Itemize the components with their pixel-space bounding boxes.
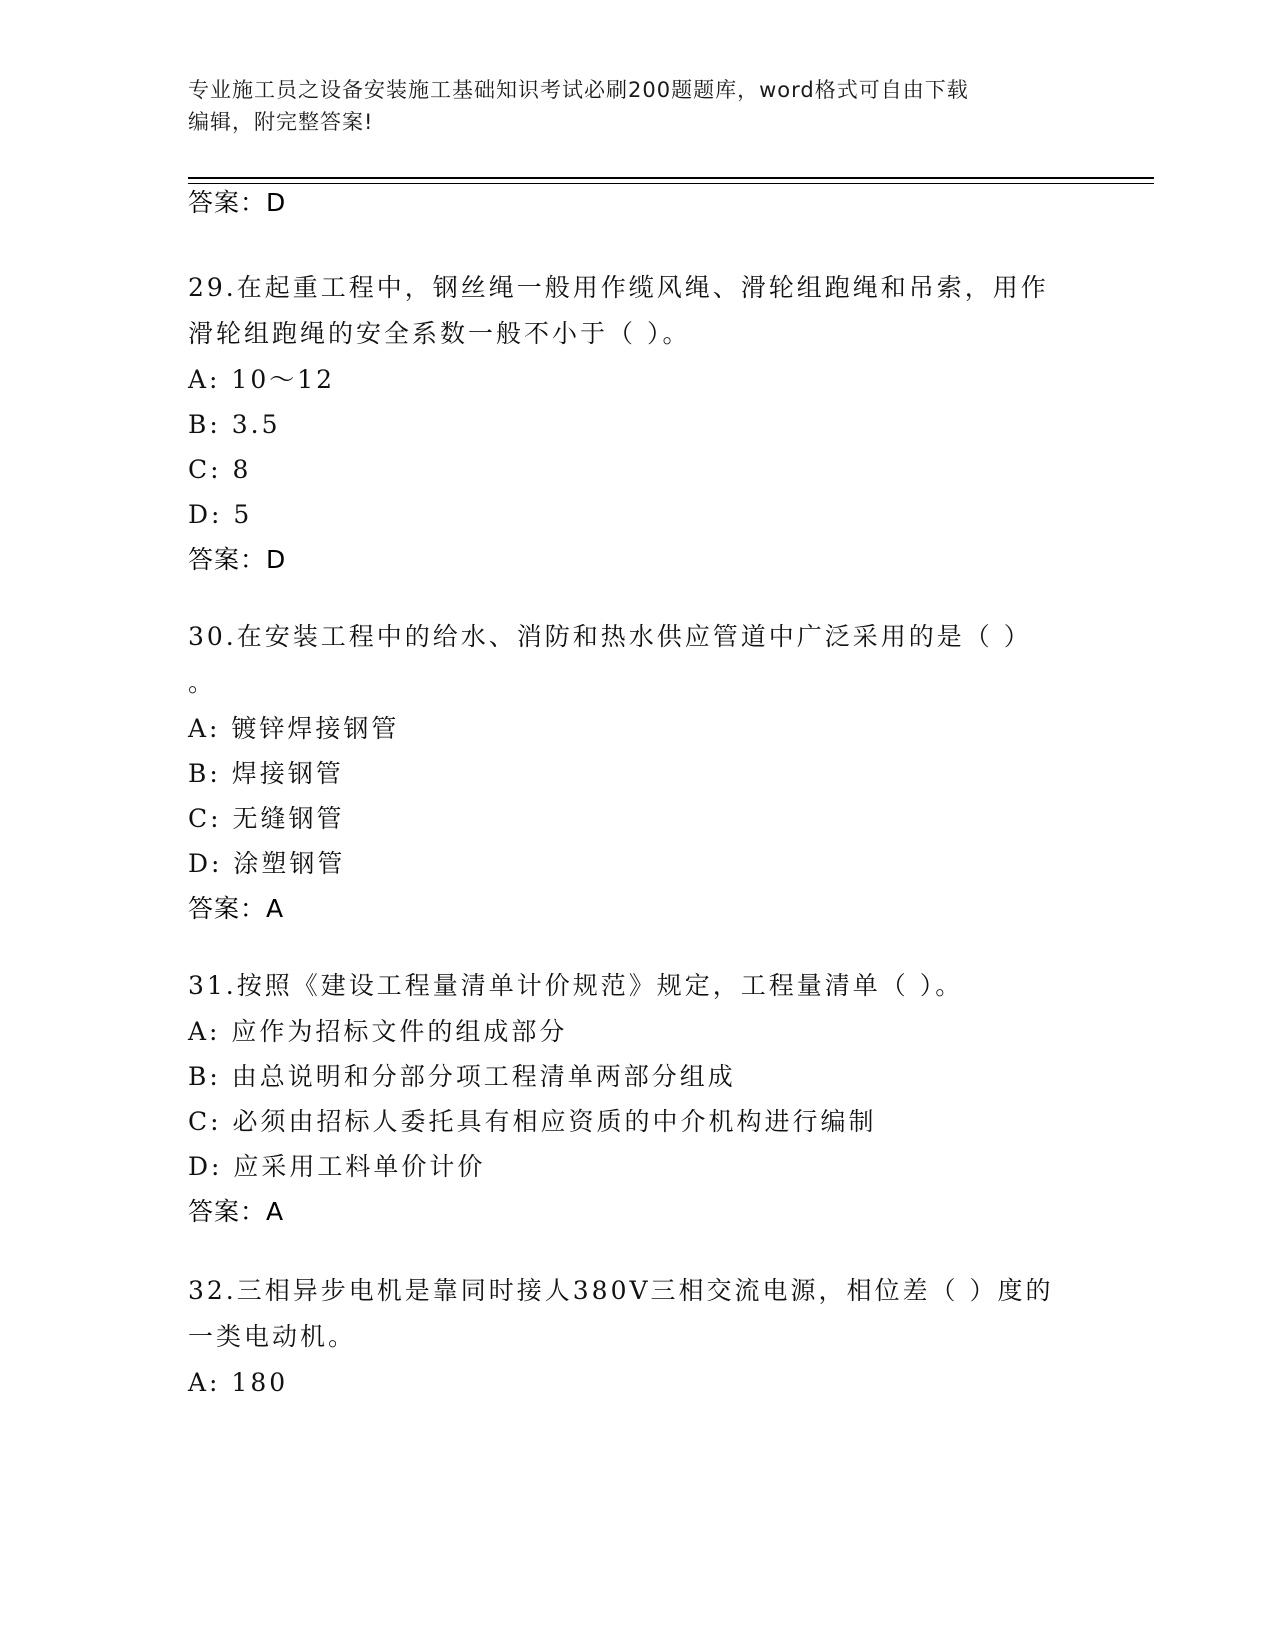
document-header xyxy=(188,74,1088,138)
question-29-answer: 答案：D xyxy=(188,545,287,574)
question-31-option-c: C: 必须由招标人委托具有相应资质的中介机构进行编制 xyxy=(188,1107,877,1136)
question-29-stem-line-2: 滑轮组跑绳的安全系数一般不小于（ ）。 xyxy=(188,319,691,348)
question-30-stem-line-1: 30.在安装工程中的给水、消防和热水供应管道中广泛采用的是（ ） xyxy=(188,622,1032,651)
question-30-option-c: C: 无缝钢管 xyxy=(188,804,345,833)
question-29-option-c: C: 8 xyxy=(188,455,252,484)
question-30-stem-line-2: 。 xyxy=(188,668,217,697)
question-31-option-b: B: 由总说明和分部分项工程清单两部分组成 xyxy=(188,1062,736,1091)
answer-28: 答案：D xyxy=(188,188,287,217)
question-29-option-b: B: 3.5 xyxy=(188,410,281,439)
question-30 xyxy=(188,614,1088,932)
question-29 xyxy=(188,265,1088,583)
header-rule-thick xyxy=(188,177,1154,179)
question-29-option-a: A: 10～12 xyxy=(188,365,336,394)
question-31-option-d: D: 应采用工料单价计价 xyxy=(188,1152,486,1181)
header-line-2: 编辑，附完整答案! xyxy=(188,110,374,134)
question-32-stem-line-2: 一类电动机。 xyxy=(188,1322,357,1351)
question-31-stem-line-1: 31.按照《建设工程量清单计价规范》规定，工程量清单（ ）。 xyxy=(188,971,964,1000)
header-line-1: 专业施工员之设备安装施工基础知识考试必刷200题题库，word格式可自由下载 xyxy=(188,78,969,102)
question-31 xyxy=(188,963,1088,1235)
question-32 xyxy=(188,1268,1088,1405)
question-31-option-a: A: 应作为招标文件的组成部分 xyxy=(188,1017,568,1046)
question-31-answer: 答案：A xyxy=(188,1197,285,1226)
question-32-option-a: A: 180 xyxy=(188,1368,289,1397)
question-30-option-b: B: 焊接钢管 xyxy=(188,759,344,788)
question-30-option-d: D: 涂塑钢管 xyxy=(188,849,346,878)
question-29-option-d: D: 5 xyxy=(188,500,253,529)
question-29-stem-line-1: 29.在起重工程中，钢丝绳一般用作缆风绳、滑轮组跑绳和吊索，用作 xyxy=(188,273,1049,302)
question-30-option-a: A: 镀锌焊接钢管 xyxy=(188,714,400,743)
question-32-stem-line-1: 32.三相异步电机是靠同时接人380V三相交流电源，相位差（ ）度的 xyxy=(188,1276,1054,1305)
question-30-answer: 答案：A xyxy=(188,894,285,923)
